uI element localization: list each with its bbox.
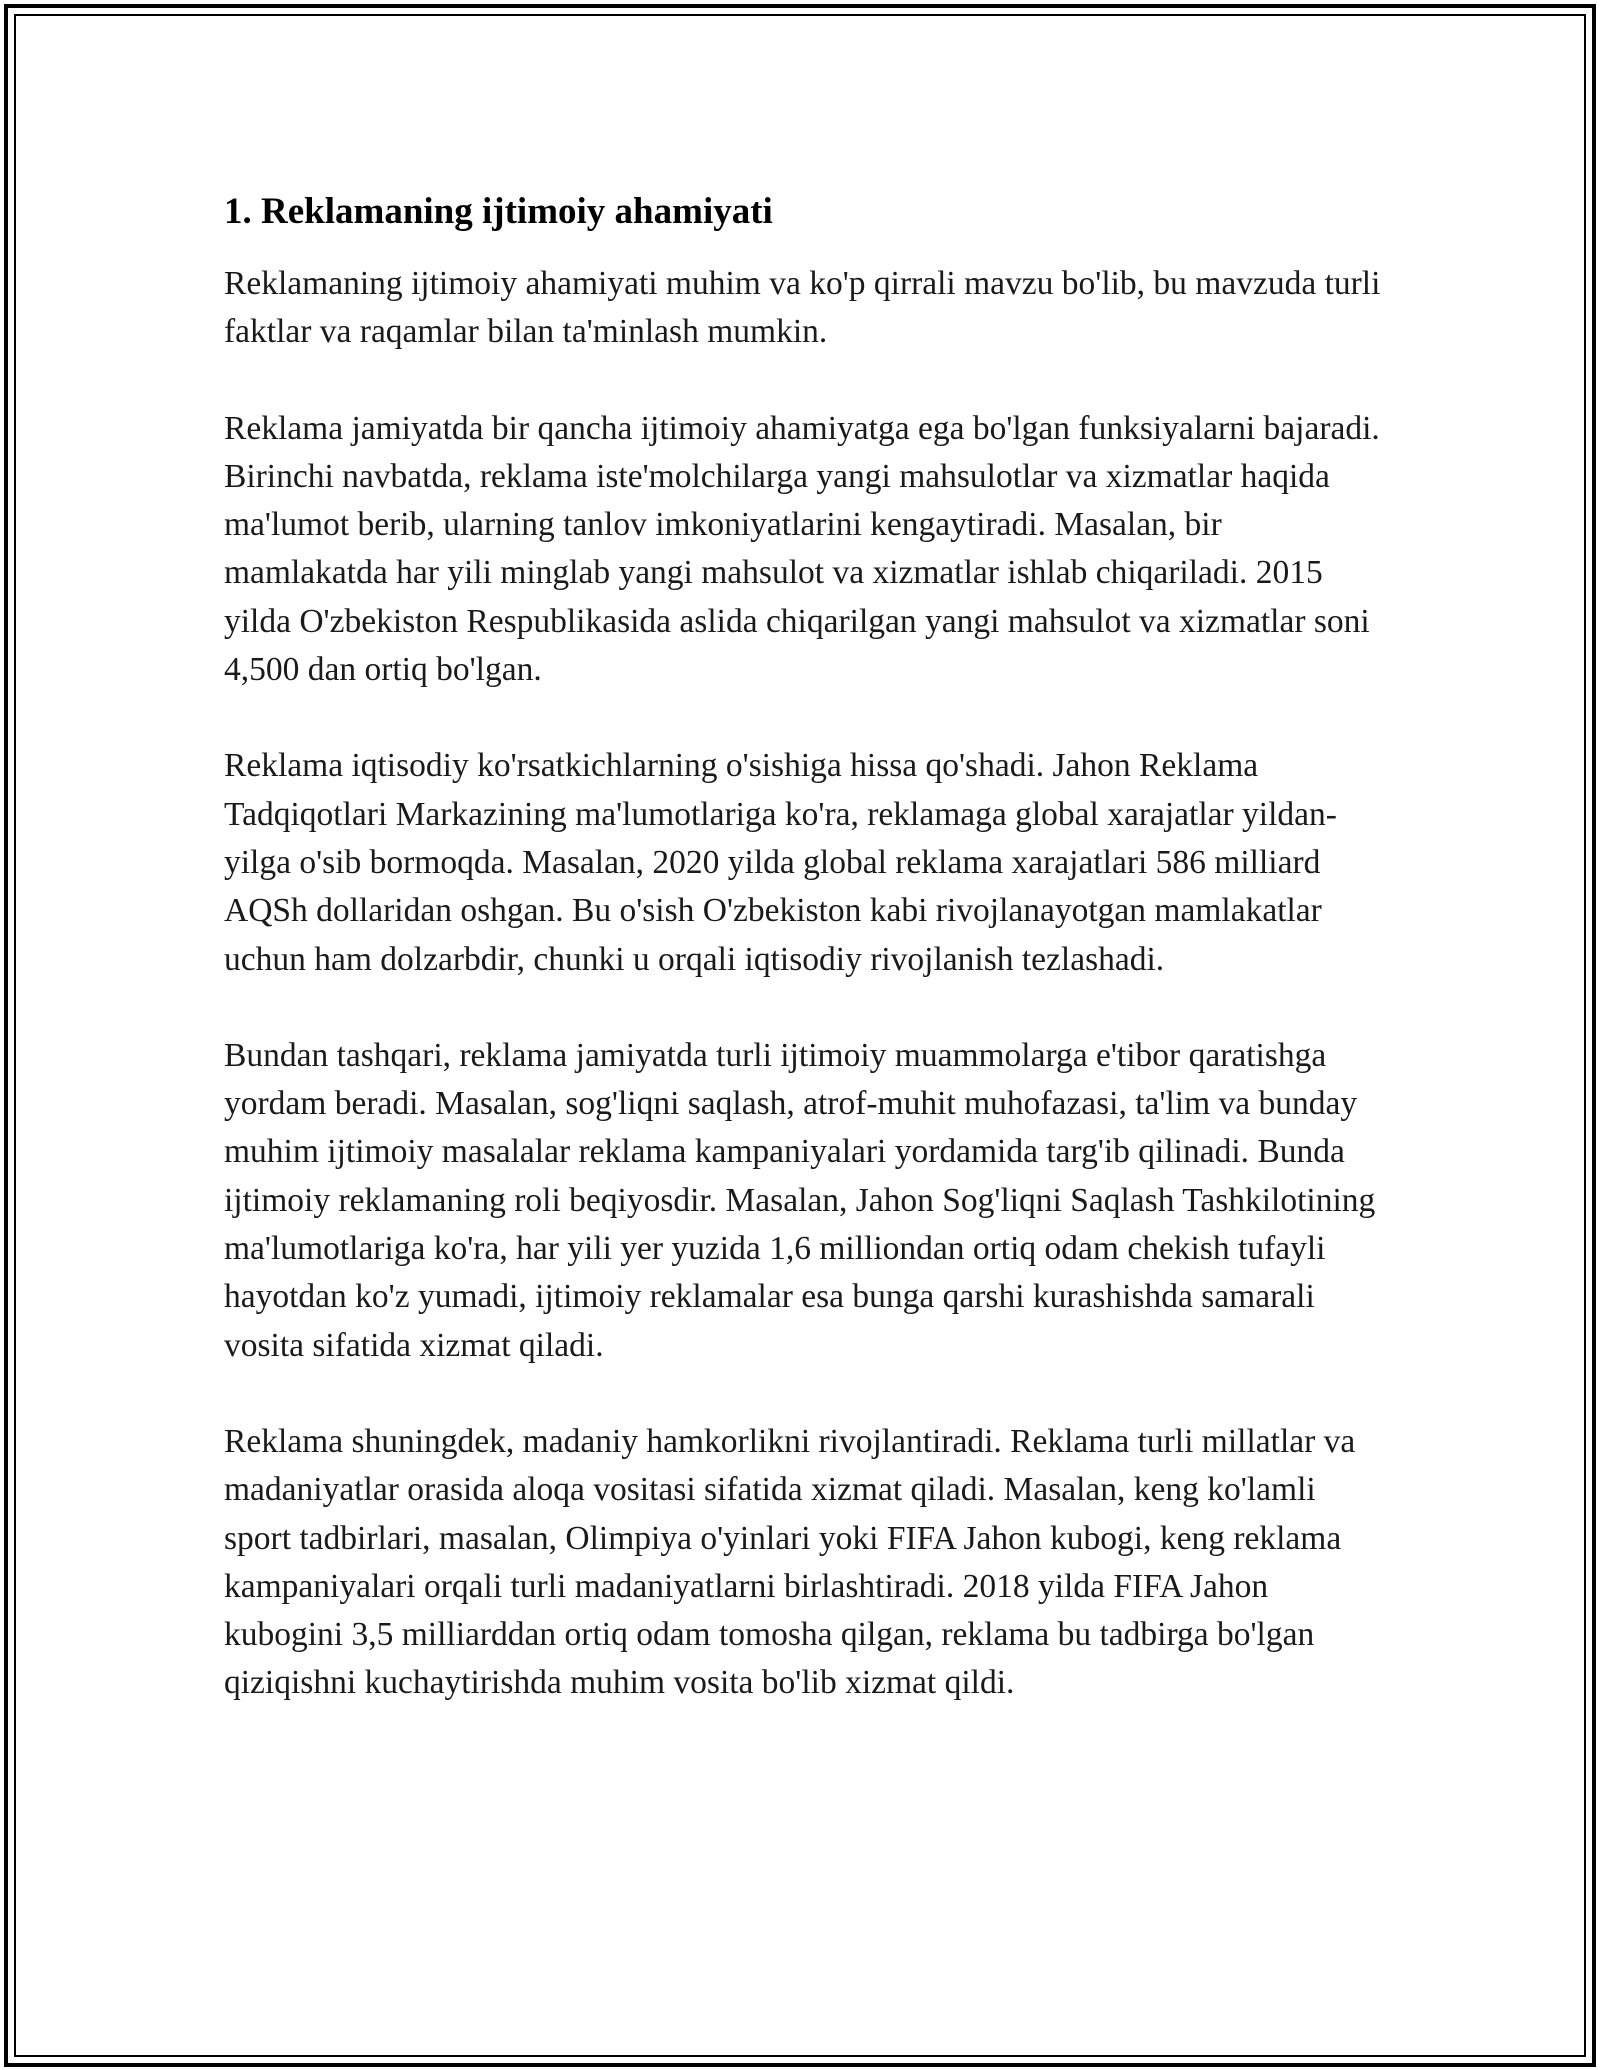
document-body bbox=[224, 186, 1384, 1756]
paragraph-economic-growth: Reklama iqtisodiy ko'rsatkichlarning o'sishiga hissa qo'shadi. Jahon Reklama Tadqiqotlari Markazining ma'lumotlariga ko'ra, reklamaga global xarajatlar yildan-yilga o'sib bormoqda. Masalan, 2020 yilda global reklama xarajatlari 586 milliard AQSh dollaridan oshgan. Bu o'sish O'zbekiston kabi rivojlanayotgan mamlakatlar uchun ham dolzarbdir, chunki u orqali iqtisodiy rivojlanish tezlashadi. bbox=[224, 747, 1337, 978]
paragraph-cultural-cooperation: Reklama shuningdek, madaniy hamkorlikni rivojlantiradi. Reklama turli millatlar va madaniyatlar orasida aloqa vositasi sifatida xizmat qiladi. Masalan, keng ko'lamli sport tadbirlari, masalan, Olimpiya o'yinlari yoki FIFA Jahon kubogi, keng reklama kampaniyalari orqali turli madaniyatlarni birlashtiradi. 2018 yilda FIFA Jahon kubogini 3,5 milliarddan ortiq odam tomosha qilgan, reklama bu tadbirga bo'lgan qiziqishni kuchaytirishda muhim vosita bo'lib xizmat qildi. bbox=[224, 1422, 1356, 1702]
paragraph-social-issues: Bundan tashqari, reklama jamiyatda turli ijtimoiy muammolarga e'tibor qaratishga yordam beradi. Masalan, sog'liqni saqlash, atrof-muhit muhofazasi, ta'lim va bunday muhim ijtimoiy masalalar reklama kampaniyalari yordamida targ'ib qilinadi. Bunda ijtimoiy reklamaning roli beqiyosdir. Masalan, Jahon Sog'liqni Saqlash Tashkilotining ma'lumotlariga ko'ra, har yili yer yuzida 1,6 milliondan ortiq odam chekish tufayli hayotdan ko'z yumadi, ijtimoiy reklamalar esa bunga qarshi kurashishda samarali vosita sifatida xizmat qiladi. bbox=[224, 1036, 1376, 1364]
paragraph-intro: Reklamaning ijtimoiy ahamiyati muhim va ko'p qirrali mavzu bo'lib, bu mavzuda turli faktlar va raqamlar bilan ta'minlash mumkin. bbox=[224, 265, 1381, 351]
paragraph-consumer-information: Reklama jamiyatda bir qancha ijtimoiy ahamiyatga ega bo'lgan funksiyalarni bajaradi. Birinchi navbatda, reklama iste'molchilarga yangi mahsulotlar va xizmatlar haqida ma'lumot berib, ularning tanlov imkoniyatlarini kengaytiradi. Masalan, bir mamlakatda har yili minglab yangi mahsulot va xizmatlar ishlab chiqariladi. 2015 yilda O'zbekiston Respublikasida aslida chiqarilgan yangi mahsulot va xizmatlar soni 4,500 dan ortiq bo'lgan. bbox=[224, 409, 1380, 689]
section-heading: 1. Reklamaning ijtimoiy ahamiyati bbox=[224, 191, 773, 232]
